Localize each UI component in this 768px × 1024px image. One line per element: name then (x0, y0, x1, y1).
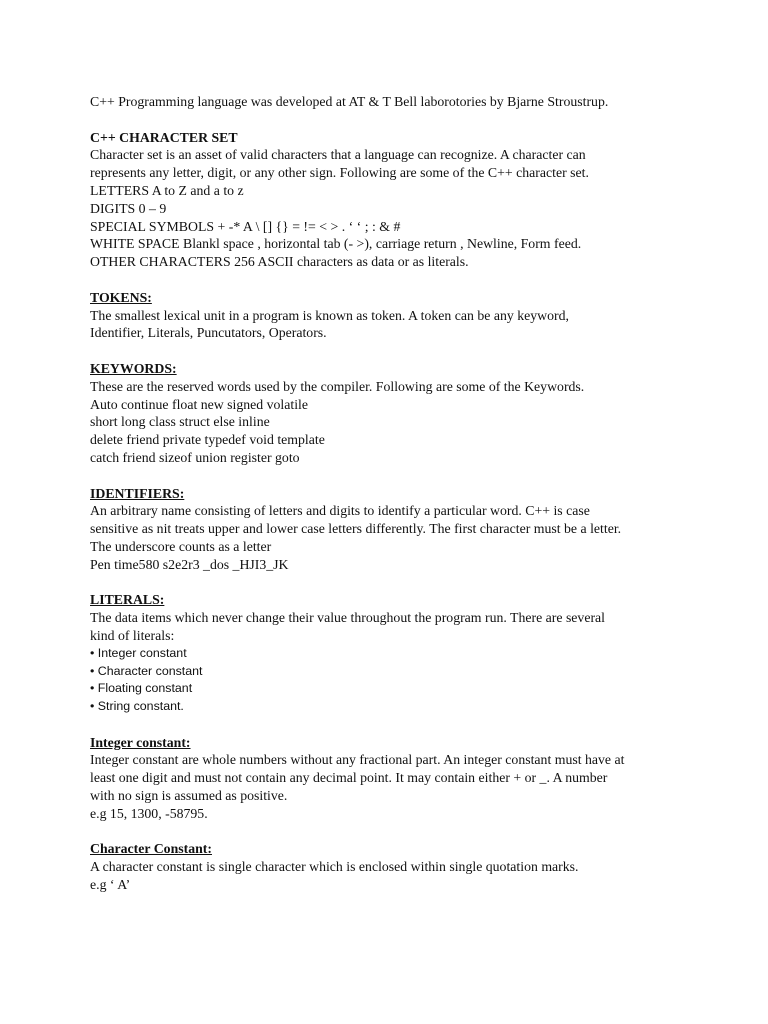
integer-constant-line: least one digit and must not contain any decimal point. It may contain either + or _. A number (90, 770, 608, 786)
literals-bullet-item: • String constant. (90, 699, 184, 714)
charset-line: WHITE SPACE Blankl space , horizontal tab (- >), carriage return , Newline, Form feed. (90, 236, 582, 252)
identifiers-heading: IDENTIFIERS: (90, 485, 185, 501)
keywords-line: short long class struct else inline (90, 414, 270, 430)
keywords-section (90, 360, 730, 467)
integer-constant-line: e.g 15, 1300, -58795. (90, 805, 208, 821)
integer-constant-heading: Integer constant: (90, 734, 191, 750)
keywords-heading: KEYWORDS: (90, 360, 177, 376)
identifiers-line: An arbitrary name consisting of letters and digits to identify a particular word. C++ is case (90, 503, 590, 519)
intro-text: C++ Programming language was developed at AT & T Bell laborotories by Bjarne Stroustrup. (90, 94, 609, 109)
character-constant-section (90, 840, 730, 893)
character-constant-line: A character constant is single character which is enclosed within single quotation marks. (90, 859, 579, 875)
charset-line: represents any letter, digit, or any other sign. Following are some of the C++ character set. (90, 165, 589, 181)
charset-line: OTHER CHARACTERS 256 ASCII characters as data or as literals. (90, 254, 469, 270)
literals-line: kind of literals: (90, 627, 175, 643)
literals-heading: LITERALS: (90, 592, 165, 608)
tokens-line: The smallest lexical unit in a program is known as token. A token can be any keyword, (90, 307, 569, 323)
charset-line: Character set is an asset of valid characters that a language can recognize. A character can (90, 147, 586, 163)
charset-line: DIGITS 0 – 9 (90, 200, 167, 216)
literals-bullet-item: • Floating constant (90, 681, 193, 696)
character-constant-heading: Character Constant: (90, 841, 212, 857)
character-constant-line: e.g ‘ A’ (90, 877, 131, 893)
tokens-heading: TOKENS: (90, 289, 152, 305)
integer-constant-line: with no sign is assumed as positive. (90, 788, 288, 804)
tokens-section (90, 289, 730, 342)
keywords-line: catch friend sizeof union register goto (90, 449, 300, 465)
keywords-line: delete friend private typedef void template (90, 432, 325, 448)
integer-constant-line: Integer constant are whole numbers without any fractional part. An integer constant must have at (90, 752, 625, 768)
identifiers-line: The underscore counts as a letter (90, 538, 272, 554)
literals-bullet-item: • Integer constant (90, 645, 187, 660)
tokens-line: Identifier, Literals, Puncutators, Operators. (90, 325, 327, 341)
identifiers-section (90, 485, 730, 574)
charset-heading: C++ CHARACTER SET (90, 129, 238, 145)
literals-bullet-item: • Character constant (90, 663, 203, 678)
charset-section (90, 129, 730, 271)
keywords-line: Auto continue float new signed volatile (90, 396, 309, 412)
charset-line: LETTERS A to Z and a to z (90, 182, 244, 198)
charset-line: SPECIAL SYMBOLS + -* A \ [] {} = != < > . ‘ ‘ ; : & # (90, 218, 401, 234)
document-page (90, 93, 730, 894)
identifiers-line: Pen time580 s2e2r3 _dos _HJI3_JK (90, 556, 289, 572)
keywords-line: These are the reserved words used by the compiler. Following are some of the Keywords. (90, 378, 585, 394)
literals-section (90, 591, 730, 716)
literals-line: The data items which never change their value throughout the program run. There are several (90, 610, 606, 626)
integer-constant-section (90, 734, 730, 823)
identifiers-line: sensitive as nit treats upper and lower case letters differently. The first character must be a letter. (90, 521, 622, 537)
